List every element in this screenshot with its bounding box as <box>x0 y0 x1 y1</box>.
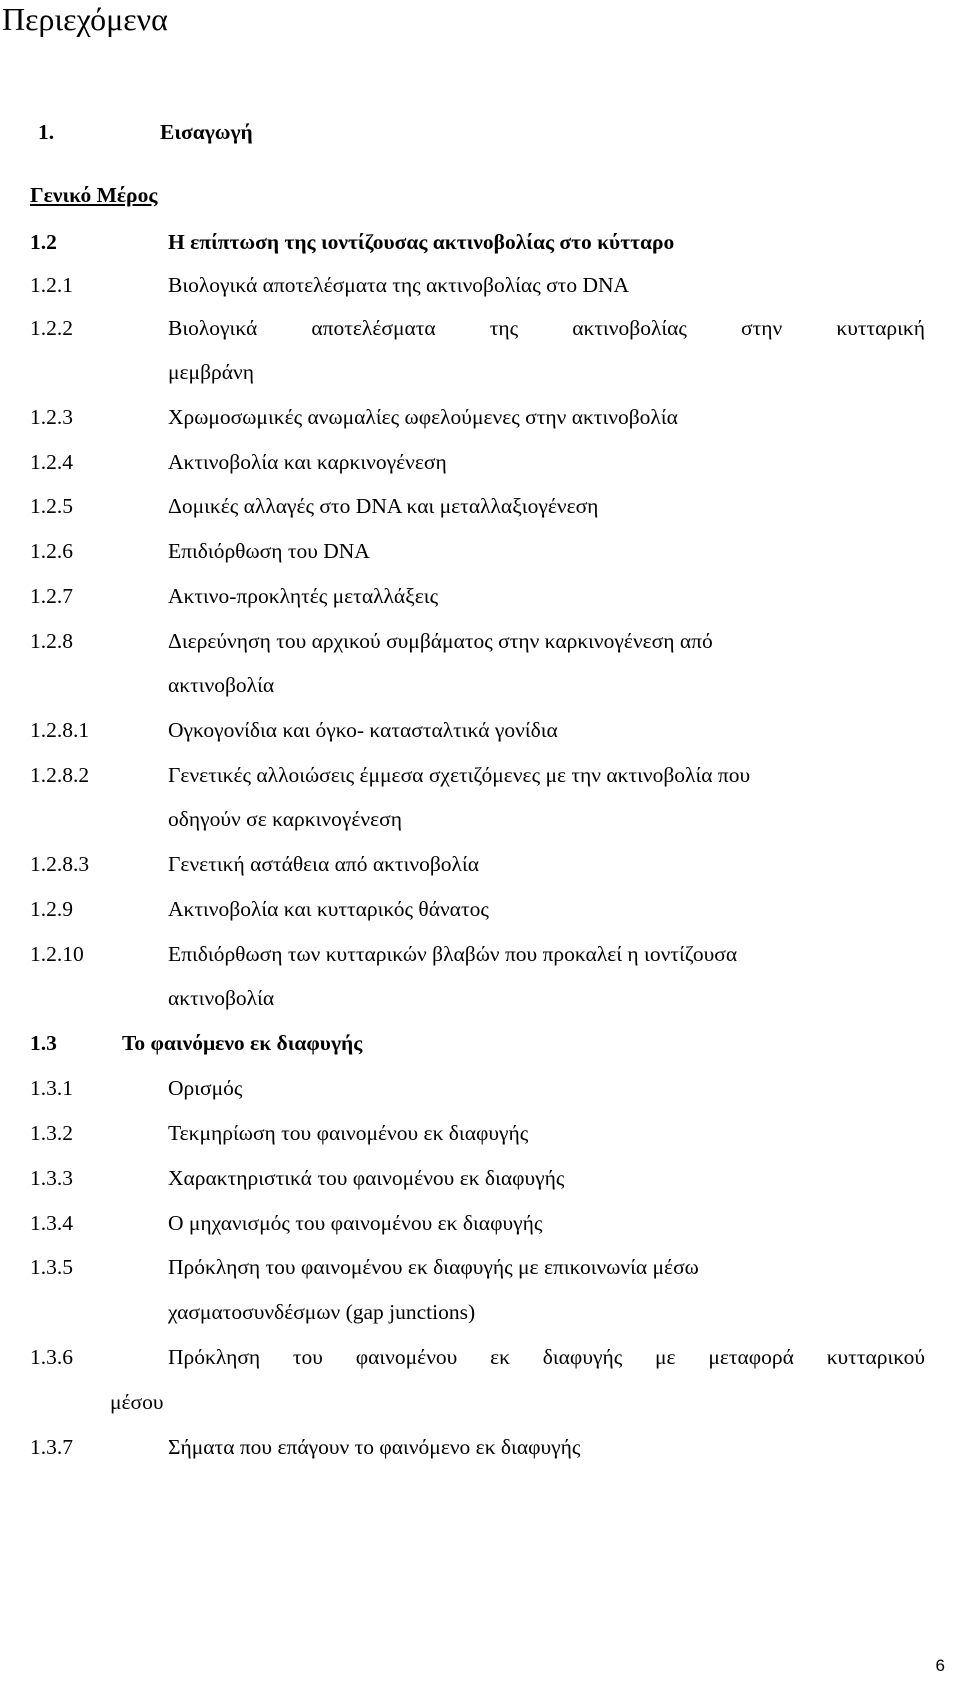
toc-entry <box>30 1120 930 1146</box>
toc-title: Γενετική αστάθεια από ακτινοβολία <box>168 852 479 876</box>
toc-number: 1.2.7 <box>30 584 73 608</box>
toc-number: 1.2.4 <box>30 450 73 474</box>
toc-number: 1.2.8.3 <box>30 852 90 876</box>
toc-continuation: ακτινοβολία <box>168 673 275 697</box>
toc-title: Ο μηχανισμός του φαινομένου εκ διαφυγής <box>168 1211 543 1235</box>
toc-entry <box>30 583 930 609</box>
toc-title: Ακτινοβολία και καρκινογένεση <box>168 450 447 474</box>
toc-number: 1.2.8.1 <box>30 718 90 742</box>
toc-number: 1.2.1 <box>30 273 73 297</box>
toc-entry <box>38 119 253 145</box>
toc-title: Γενετικές αλλοιώσεις έμμεσα σχετιζόμενες με την ακτινοβολία που <box>168 763 751 787</box>
toc-title: Βιολογικά αποτελέσματα της ακτινοβολίας στο DNA <box>168 273 630 297</box>
toc-entry <box>30 229 930 255</box>
toc-entry <box>30 1434 930 1460</box>
toc-continuation: ακτινοβολία <box>168 986 275 1010</box>
toc-entry <box>30 538 930 564</box>
toc-entry <box>30 1075 930 1101</box>
toc-title: Χρωμοσωμικές ανωμαλίες ωφελούμενες στην ακτινοβολία <box>168 405 678 429</box>
toc-number: 1.3.7 <box>30 1435 73 1459</box>
toc-entry <box>30 762 930 788</box>
page-title: Περιεχόμενα <box>2 1 168 37</box>
toc-number: 1.2.8.2 <box>30 763 90 787</box>
toc-title: Το φαινόμενο εκ διαφυγής <box>122 1031 363 1055</box>
toc-number: 1.3 <box>30 1031 57 1055</box>
toc-title: Πρόκληση του φαινομένου εκ διαφυγής με μεταφορά κυτταρικού <box>168 1345 925 1369</box>
toc-title: Ακτινοβολία και κυτταρικός θάνατος <box>168 897 489 921</box>
toc-entry <box>30 628 930 654</box>
toc-entry <box>30 272 930 298</box>
toc-title: Επιδιόρθωση των κυτταρικών βλαβών που προκαλεί η ιοντίζουσα <box>168 942 738 966</box>
toc-title: Δομικές αλλαγές στο DNA και μεταλλαξιογένεση <box>168 494 599 518</box>
toc-number: 1.2.2 <box>30 316 73 340</box>
toc-number: 1.3.2 <box>30 1121 73 1145</box>
toc-continuation: μέσου <box>110 1390 164 1414</box>
toc-title: Σήματα που επάγουν το φαινόμενο εκ διαφυγής <box>168 1435 581 1459</box>
toc-number: 1.3.6 <box>30 1345 73 1369</box>
toc-title: Επιδιόρθωση του DNA <box>168 539 370 563</box>
toc-number: 1.3.4 <box>30 1211 73 1235</box>
toc-number: 1.2.10 <box>30 942 84 966</box>
toc-number: 1.2.8 <box>30 629 73 653</box>
toc-entry <box>30 449 930 475</box>
toc-title: Τεκμηρίωση του φαινομένου εκ διαφυγής <box>168 1121 529 1145</box>
toc-entry <box>30 1210 930 1236</box>
toc-title: Πρόκληση του φαινομένου εκ διαφυγής με επικοινωνία μέσω <box>168 1255 699 1279</box>
toc-title: Ακτινο-προκλητές μεταλλάξεις <box>168 584 439 608</box>
toc-entry <box>30 1030 930 1056</box>
toc-continuation: μεμβράνη <box>168 360 254 384</box>
toc-number: 1.2.5 <box>30 494 73 518</box>
toc-number: 1.2.9 <box>30 897 73 921</box>
toc-title: Η επίπτωση της ιοντίζουσας ακτινοβολίας στο κύτταρο <box>168 230 675 254</box>
toc-number: 1.2.6 <box>30 539 73 563</box>
toc-entry <box>30 717 930 743</box>
toc-title: Διερεύνηση του αρχικού συμβάματος στην καρκινογένεση από <box>168 629 713 653</box>
toc-entry <box>30 1344 925 1370</box>
section-heading: Γενικό Μέρος <box>30 183 158 207</box>
toc-entry <box>30 896 930 922</box>
toc-entry <box>30 404 930 430</box>
toc-entry <box>30 315 925 341</box>
toc-number: 1.3.3 <box>30 1166 73 1190</box>
toc-title: Βιολογικά αποτελέσματα της ακτινοβολίας στην κυτταρική <box>168 316 925 340</box>
toc-title: Ογκογονίδια και όγκο- κατασταλτικά γονίδια <box>168 718 558 742</box>
toc-number: 1.3.1 <box>30 1076 73 1100</box>
page-number: 6 <box>935 1656 945 1675</box>
toc-number: 1. <box>38 120 55 144</box>
toc-entry <box>30 941 930 967</box>
toc-entry <box>30 1254 930 1280</box>
toc-number: 1.3.5 <box>30 1255 73 1279</box>
toc-number: 1.2 <box>30 230 57 254</box>
toc-continuation: οδηγούν σε καρκινογένεση <box>168 807 402 831</box>
toc-entry <box>30 493 930 519</box>
toc-number: 1.2.3 <box>30 405 73 429</box>
toc-title: Ορισμός <box>168 1076 243 1100</box>
toc-continuation: χασματοσυνδέσμων (gap junctions) <box>168 1300 476 1324</box>
toc-title: Εισαγωγή <box>160 120 253 144</box>
toc-title: Χαρακτηριστικά του φαινομένου εκ διαφυγής <box>168 1166 565 1190</box>
toc-entry <box>30 1165 930 1191</box>
toc-entry <box>30 851 930 877</box>
